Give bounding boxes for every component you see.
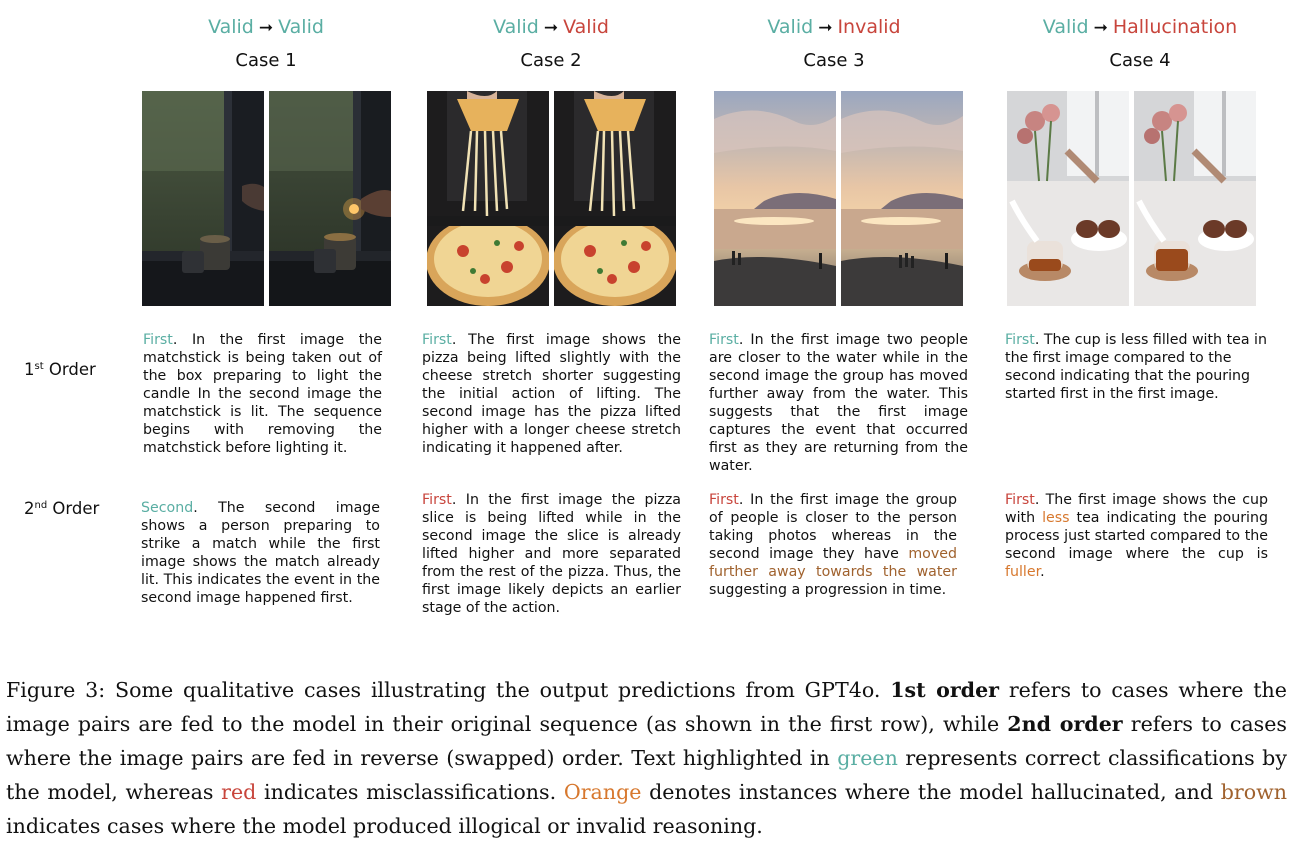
case-1-image-second (269, 91, 391, 306)
case-2-first-order-text: First. The first image shows the pizza being lifted slightly with the cheese stretch shorter suggesting the initial action of lifting. The second image has the pizza lifted higher with a longer cheese stretch indicating it happened after. (422, 332, 681, 456)
case-2-label: Case 2 (520, 50, 582, 71)
case-3-header (704, 15, 964, 73)
case-1-image-pair (142, 91, 391, 306)
arrow-icon: ➞ (818, 18, 833, 38)
case-2-image-first (427, 91, 549, 306)
case-3-image-pair (714, 91, 963, 306)
case-2-header (421, 15, 681, 73)
case-2-second-order-text: First. In the first image the pizza slice is being lifted while in the second image the slice is already lifted higher and more separated from the rest of the pizza. Thus, the first image likely depicts an earlier stage of the action. (422, 492, 681, 616)
case-1-first-order-text: First. In the first image the matchstick is being taken out of the box preparing to light the candle In the second image the matchstick is lit. The sequence begins with removing the matchstick before lighting it. (143, 332, 382, 456)
first-order-label: 1st Order (24, 360, 96, 379)
brown-highlight: moved further away towards the water (709, 546, 957, 580)
case-4-second-order-text: First. The first image shows the cup with less tea indicating the pouring process just started compared to the second image where the cup is fuller. (1005, 492, 1268, 580)
case-1-second-order-text: Second. The second image shows a person preparing to strike a match while the first image shows the match already lit. This indicates the event in the second image happened first. (141, 500, 380, 606)
case-4-first-order-text: First. The cup is less filled with tea in the first image compared to the second indicating that the pouring started first in the first image. (1005, 332, 1267, 402)
case-3-verdict: Valid ➞ Invalid (767, 16, 901, 38)
case-4-image-pair (1007, 91, 1256, 306)
case-3-image-first (714, 91, 836, 306)
case-1-label: Case 1 (235, 50, 297, 71)
orange-highlight-fuller: fuller (1005, 564, 1041, 580)
case-2-image-pair (427, 91, 676, 306)
case-2-verdict: Valid ➞ Valid (493, 16, 609, 38)
arrow-icon: ➞ (1093, 18, 1108, 38)
orange-highlight-less: less (1042, 510, 1070, 526)
caption-red-word: red (221, 780, 257, 804)
case-3-image-second (841, 91, 963, 306)
case-4-header (1010, 15, 1270, 73)
caption-green-word: green (837, 746, 898, 770)
figure-caption: Figure 3: Some qualitative cases illustrating the output predictions from GPT4o. 1st order refers to cases where the image pairs are fed to the model in their original sequence (as shown in the first row), while 2nd order refers to cases where the image pairs are fed in reverse (swapped) order. Text highlighted in green represents correct classifications by the model, whereas red indicates misclassifications. Orange denotes instances where the model hallucinated, and brown indicates cases where the model produced illogical or invalid reasoning. (6, 678, 1288, 838)
second-order-label: 2nd Order (24, 499, 100, 518)
case-4-label: Case 4 (1109, 50, 1171, 71)
case-3-second-order-text: First. In the first image the group of people is closer to the person taking photos whereas in the second image they have moved further away towards the water suggesting a progression in time. (709, 492, 957, 598)
case-3-first-order-text: First. In the first image two people are closer to the water while in the second image the group has moved further away from the water. This suggests that the first image captures the event that occurred first as they are returning from the water. (709, 332, 968, 474)
caption-orange-word: Orange (563, 780, 642, 804)
case-1-verdict: Valid ➞ Valid (208, 16, 324, 38)
case-4-image-second (1134, 91, 1256, 306)
caption-brown-word: brown (1220, 780, 1288, 804)
case-2-image-second (554, 91, 676, 306)
arrow-icon: ➞ (543, 18, 559, 38)
case-1-image-first (142, 91, 264, 306)
case-3-label: Case 3 (803, 50, 865, 71)
case-4-verdict: Valid ➞ Hallucination (1042, 16, 1238, 38)
case-4-image-first (1007, 91, 1129, 306)
case-1-header (136, 15, 396, 73)
arrow-icon: ➞ (258, 18, 274, 38)
